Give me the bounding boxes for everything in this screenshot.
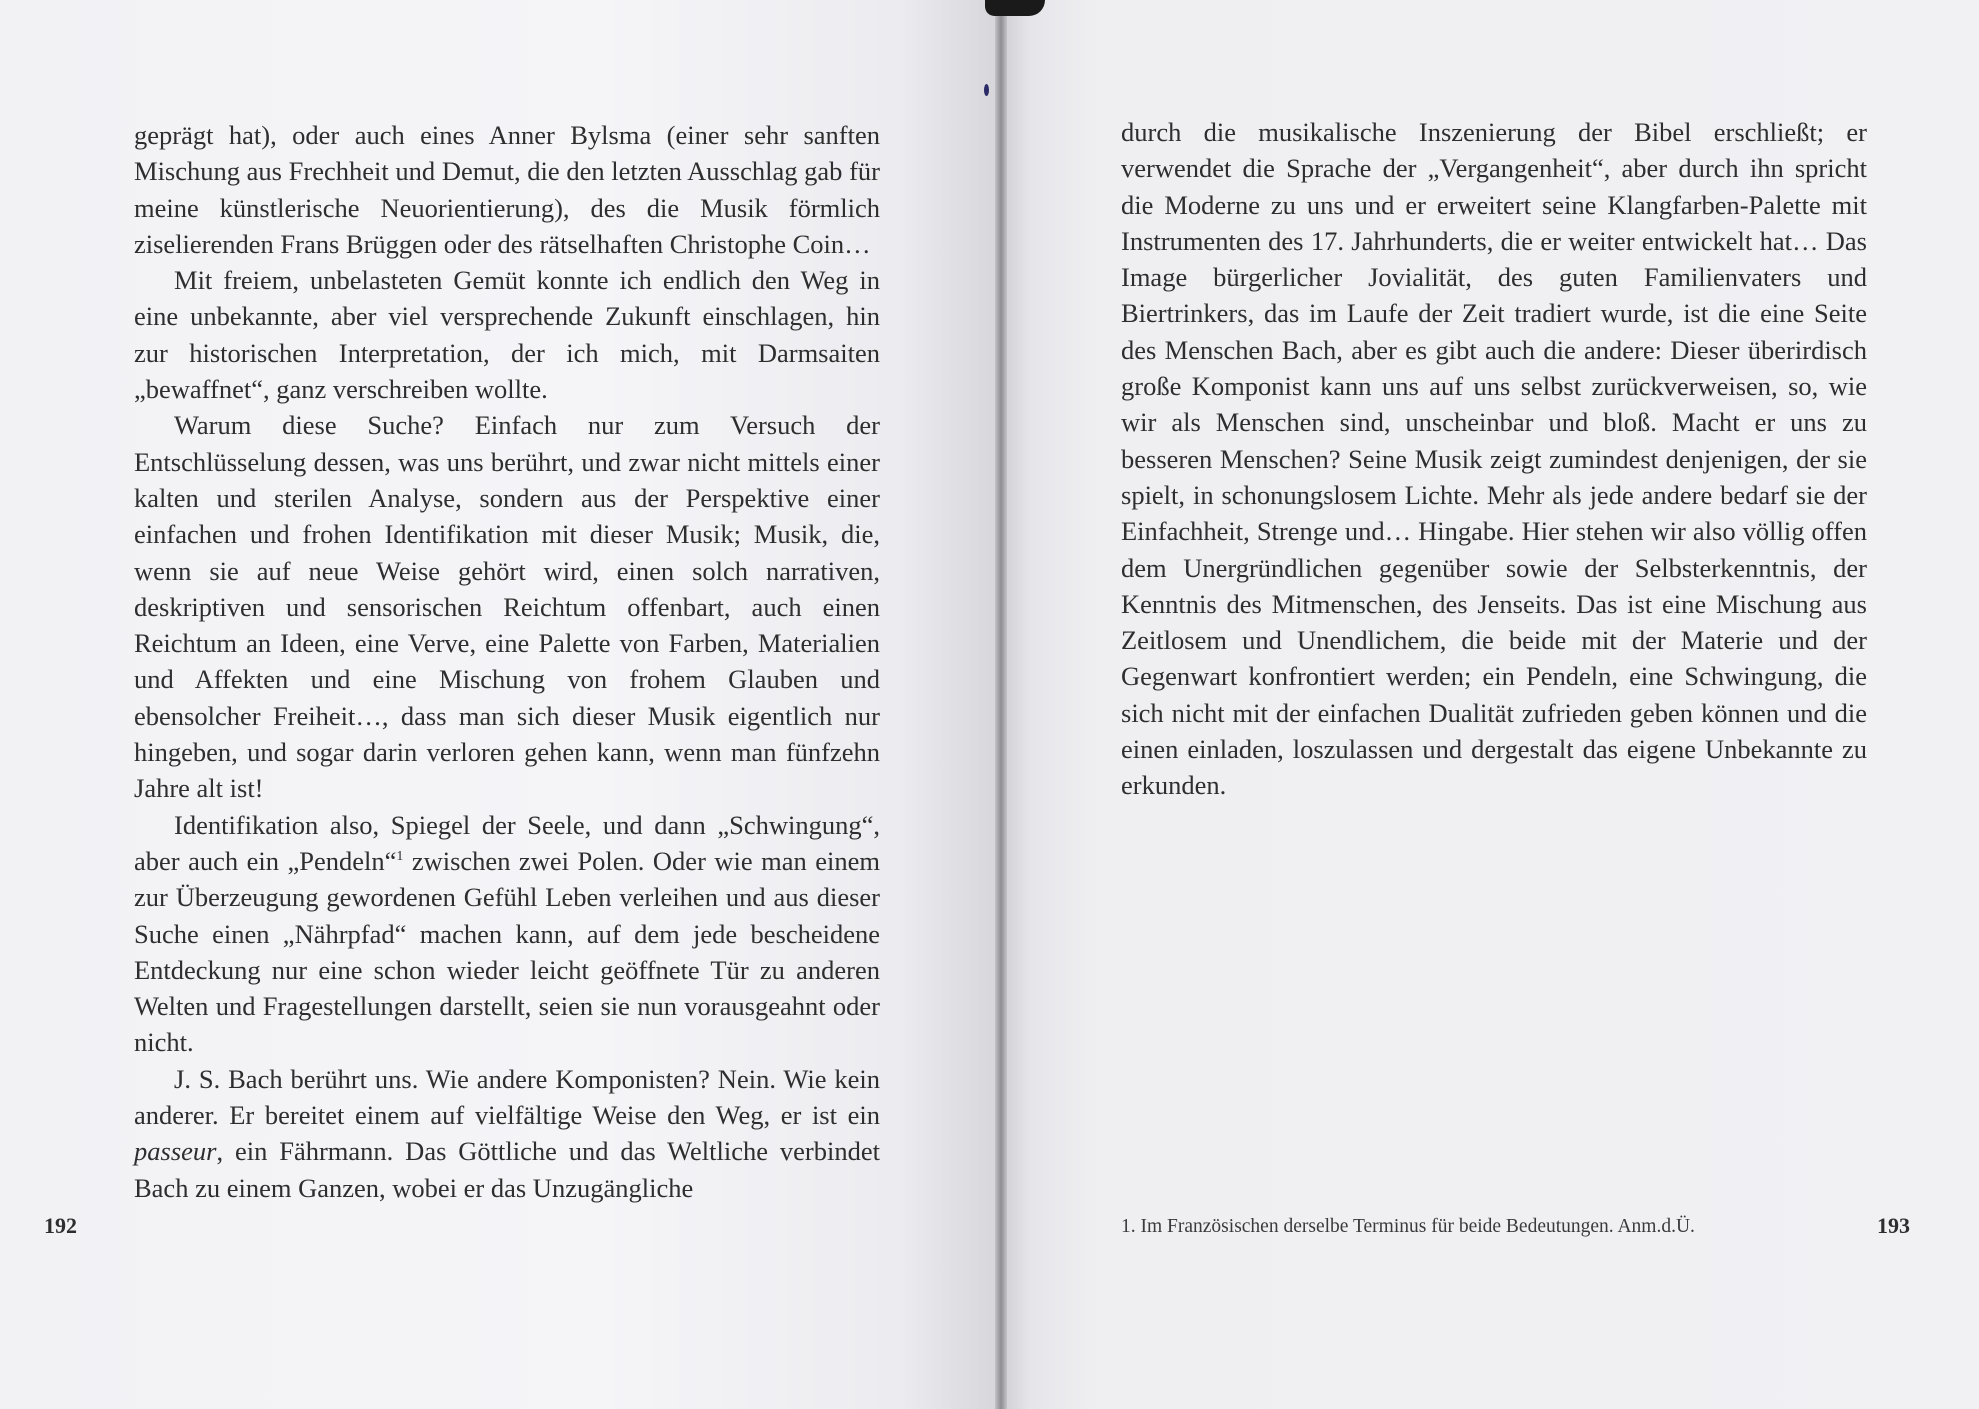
emphasis-text: passeur [134,1136,217,1167]
page-number-left: 192 [44,1213,77,1238]
paragraph-text: , ein Fährmann. Das Göttliche und das Weltliche verbindet Bach zu einem Ganzen, wobei er das Unzugängliche [134,1136,880,1203]
left-body-text [134,117,880,1206]
book-gutter [995,0,1007,1409]
binding-shadow [985,0,1045,16]
paragraph-text: J. S. Bach berührt uns. Wie andere Komponisten? Nein. Wie kein anderer. Er bereitet einem auf vielfältige Weise den Weg, er ist ein [134,1063,880,1131]
ink-speck [984,84,989,96]
paragraph [134,1061,880,1206]
footnote: 1. Im Französischen derselbe Terminus für beide Bedeutungen. Anm.d.Ü. [1121,1216,1695,1237]
paragraph-text: zwischen zwei Polen. Oder wie man einem zur Überzeugung gewordenen Gefühl Leben verleihen und aus dieser Suche einen „Nährpfad“ machen kann, auf dem jede bescheidene Entdeckung nur eine schon wieder leicht geöffnete Tür zu anderen Welten und Fragestellungen darstellt, seien sie nun vorausgeahnt oder nicht. [134,845,880,1058]
footnote-reference[interactable]: 1 [396,849,404,865]
page-number-right: 193 [1877,1213,1910,1238]
right-body-text [1121,114,1867,804]
paragraph: Warum diese Suche? Einfach nur zum Versuch der Entschlüsselung dessen, was uns berührt, und zwar nicht mittels einer kalten und sterilen Analyse, sondern aus der Perspektive einer einfachen und frohen Identifikation mit dieser Musik; Musik, die, wenn sie auf neue Weise gehört wird, einen solch narrativen, deskriptiven und sensorischen Reichtum offenbart, auch einen Reichtum an Ideen, eine Verve, eine Palette von Farben, Materialien und Affekten und eine Mischung von frohem Glauben und ebensolcher Freiheit…, dass man sich dieser Musik eigentlich nur hingeben, und sogar darin verloren gehen kann, wenn man fünfzehn Jahre alt ist! [134,410,880,804]
right-page [1001,0,1979,1409]
paragraph-text: Identifikation also, Spiegel der Seele, und dann „Schwingung“, aber auch ein „Pendeln“ [134,809,880,876]
paragraph: Mit freiem, unbelasteten Gemüt konnte ich endlich den Weg in eine unbekannte, aber viel versprechende Zukunft einschlagen, hin zur historischen Interpretation, der ich mich, mit Darmsaiten „bewaffnet“, ganz verschreiben wollte. [134,265,880,405]
paragraph: durch die musikalische Inszenierung der Bibel erschließt; er verwendet die Sprache der „Vergangenheit“, aber durch ihn spricht die Moderne zu uns und er erweitert seine Klangfarben-Palette mit Instrumenten des 17. Jahrhunderts, die er weiter entwickelt hat… Das Image bürgerlicher Jovialität, des guten Familienvaters und Biertrinkers, das im Laufe der Zeit tradiert wurde, ist die eine Seite des Menschen Bach, aber es gibt auch die andere: Dieser überirdisch große Komponist kann uns auf uns selbst zurückverweisen, so, wie wir als Menschen sind, unscheinbar und bloß. Macht er uns zu besseren Menschen? Seine Musik zeigt zumindest denjenigen, der sie spielt, in schonungslosem Lichte. Mehr als jede andere bedarf sie der Einfachheit, Strenge und… Hingabe. Hier stehen wir also völlig offen dem Unergründlichen gegenüber sowie der Selbsterkenntnis, der Kenntnis des Mitmenschen, des Jenseits. Das ist eine Mischung aus Zeitlosem und Unendlichem, die beide mit der Materie und der Gegenwart konfrontiert werden; ein Pendeln, eine Schwingung, die sich nicht mit der einfachen Dualität zufrieden geben können und die einen einladen, loszulassen und dergestalt das eigene Unbekannte zu erkunden. [1121,117,1867,801]
paragraph [134,807,880,1061]
paragraph: geprägt hat), oder auch eines Anner Bylsma (einer sehr sanften Mischung aus Frechheit und Demut, die den letzten Ausschlag gab für meine künstlerische Neuorientierung), des die Musik förmlich ziselierenden Frans Brüggen oder des rätselhaften Christophe Coin… [134,120,880,259]
